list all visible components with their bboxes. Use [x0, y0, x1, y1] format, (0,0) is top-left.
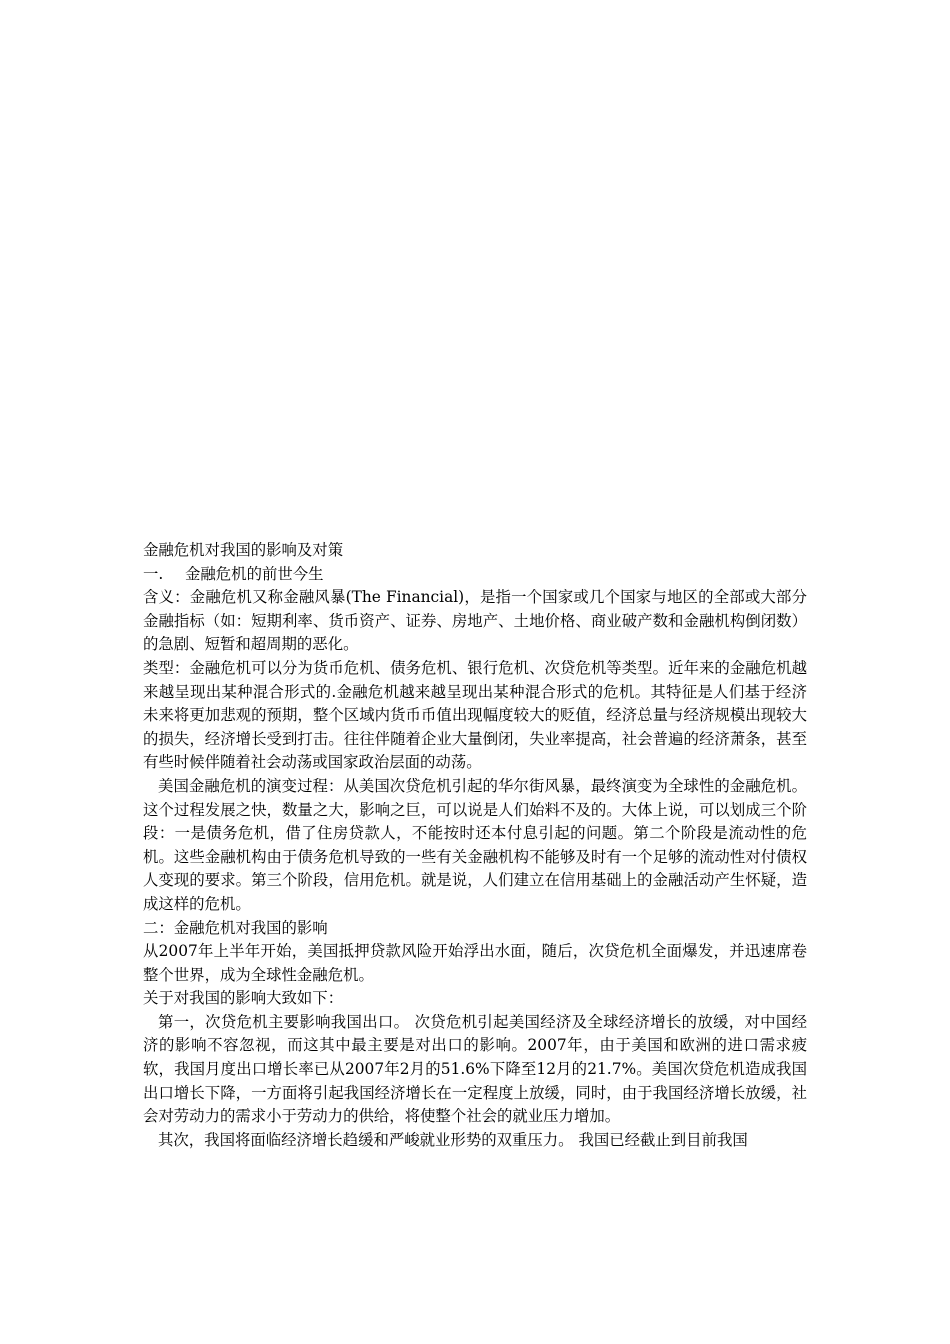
- section-2-intro-paragraph: 从2007年上半年开始，美国抵押贷款风险开始浮出水面，随后，次贷危机全面爆发，并迅速席卷整个世界，成为全球性金融危机。: [143, 942, 807, 984]
- document-title: 金融危机对我国的影响及对策: [143, 541, 344, 559]
- section-1-number: 一.: [143, 564, 164, 583]
- impact-lead-paragraph: 关于对我国的影响大致如下：: [143, 989, 344, 1008]
- impact-first-paragraph: 第一，次贷危机主要影响我国出口。 次贷危机引起美国经济及全球经济增长的放缓，对中国经济的影响不容忽视，而这其中最主要是对出口的影响。2007年，由于美国和欧洲的进口需求疲软，我国月度出口增长率已从2007年2月的51.6%下降至12月的21.7%。美国次贷危机造成我国出口增长下降，一方面将引起我国经济增长在一定程度上放缓，同时，由于我国经济增长放缓，社会对劳动力的需求小于劳动力的供给，将使整个社会的就业压力增加。: [143, 1012, 807, 1126]
- section-2-heading: 二：金融危机对我国的影响: [143, 918, 328, 937]
- document-body: [143, 539, 807, 1152]
- section-1-heading: [143, 563, 807, 587]
- impact-second-paragraph: 其次，我国将面临经济增长趋缓和严峻就业形势的双重压力。 我国已经截止到目前我国: [158, 1130, 748, 1149]
- evolution-paragraph: 美国金融危机的演变过程：从美国次贷危机引起的华尔街风暴，最终演变为全球性的金融危机。这个过程发展之快，数量之大，影响之巨，可以说是人们始料不及的。大体上说，可以划成三个阶段：一是债务危机，借了住房贷款人，不能按时还本付息引起的问题。第二个阶段是流动性的危机。这些金融机构由于债务危机导致的一些有关金融机构不能够及时有一个足够的流动性对付债权人变现的要求。第三个阶段，信用危机。就是说，人们建立在信用基础上的金融活动产生怀疑，造成这样的危机。: [143, 776, 807, 913]
- definition-paragraph: 含义：金融危机又称金融风暴(The Financial)，是指一个国家或几个国家与地区的全部或大部分金融指标（如：短期利率、货币资产、证券、房地产、土地价格、商业破产数和金融机构倒闭数）的急剧、短暂和超周期的恶化。: [143, 588, 807, 654]
- section-1-title: 金融危机的前世今生: [185, 564, 324, 583]
- types-paragraph: 类型：金融危机可以分为货币危机、债务危机、银行危机、次贷危机等类型。近年来的金融危机越来越呈现出某种混合形式的.金融危机越来越呈现出某种混合形式的危机。其特征是人们基于经济未来将更加悲观的预期，整个区域内货币币值出现幅度较大的贬值，经济总量与经济规模出现较大的损失，经济增长受到打击。往往伴随着企业大量倒闭，失业率提高，社会普遍的经济萧条，甚至有些时候伴随着社会动荡或国家政治层面的动荡。: [143, 658, 807, 772]
